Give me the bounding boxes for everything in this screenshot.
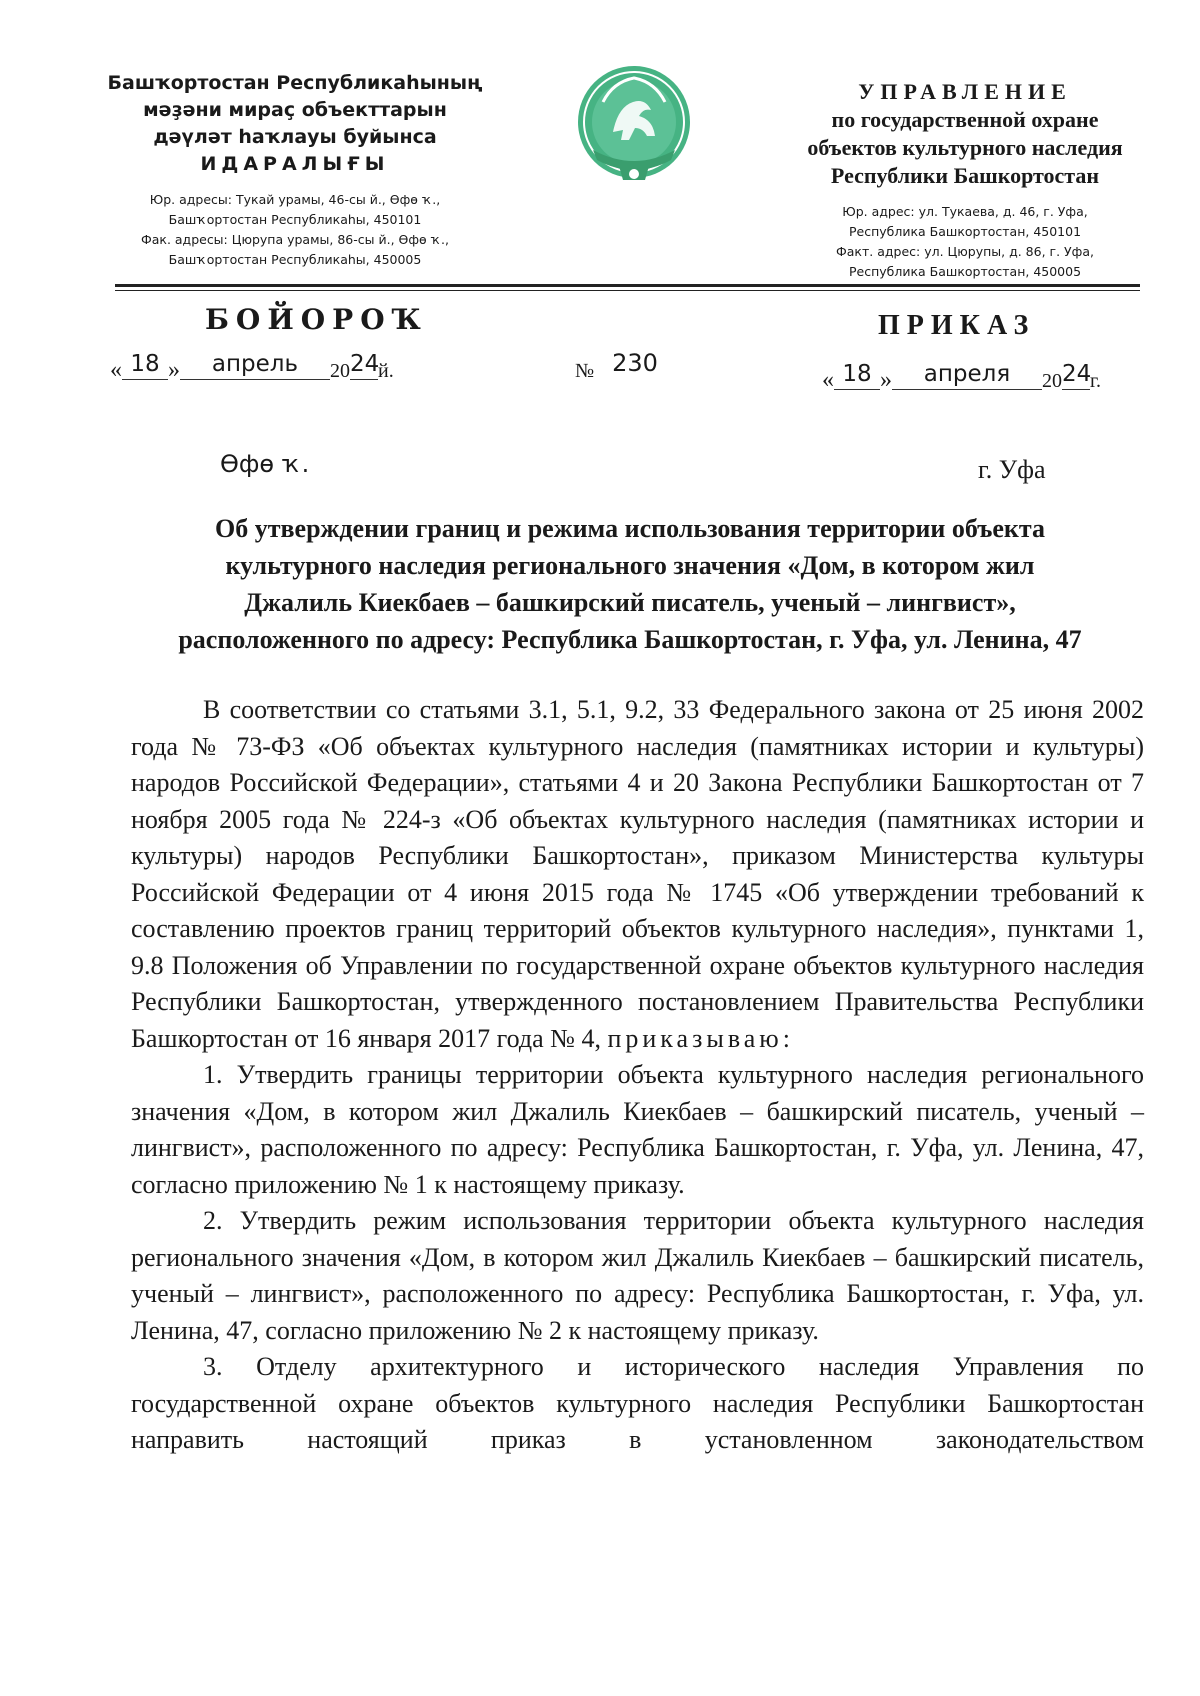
- year-mark: й.: [378, 360, 394, 382]
- title-line: Джалиль Киекбаев – башкирский писатель, ученый – лингвист»,: [244, 588, 1016, 617]
- bashkortostan-emblem-icon: [573, 62, 695, 202]
- date-left: [110, 351, 394, 386]
- header-right-address: [770, 202, 1160, 282]
- doc-type-left: БОЙОРОҠ: [205, 303, 428, 336]
- date-month: апрель: [180, 349, 330, 380]
- address-line: Юр. адресы: Тукай урамы, 46-сы й., Өфө ҡ.,: [149, 192, 441, 207]
- header-left-address: [105, 190, 485, 270]
- header-divider-thin: [115, 290, 1140, 291]
- header-left-line1: Башҡортостан Республикаһының: [107, 72, 483, 94]
- address-line: Фак. адресы: Цюрупа урамы, 86-сы й., Өфө ҡ.,: [140, 232, 450, 247]
- item-1: 1. Утвердить границы территории объекта культурного наследия регионального значения «Дом, в котором жил Джалиль Киекбаев – башкирский писатель, ученый – лингвист», расположенного по адресу: Республика Башкортостан, г. Уфа, ул. Ленина, 47, согласно приложению № 1 к настоящему приказу.: [131, 1060, 1144, 1199]
- title-line: Об утверждении границ и режима использования территории объекта: [215, 514, 1045, 543]
- document-title: [120, 510, 1140, 658]
- city-left: Өфө ҡ.: [220, 450, 310, 478]
- date-day: 18: [834, 359, 880, 390]
- header-right-line4: Республики Башкортостан: [830, 163, 1100, 188]
- header-right-line3: объектов культурного наследия: [807, 135, 1123, 160]
- title-line: расположенного по адресу: Республика Башкортостан, г. Уфа, ул. Ленина, 47: [178, 625, 1082, 654]
- header-left-line3: дәүләт һаҡлауы буйынса: [153, 126, 437, 148]
- address-line: Республика Башкортостан, 450101: [848, 224, 1082, 239]
- doc-type-right: ПРИКАЗ: [878, 310, 1036, 341]
- date-month: апреля: [892, 359, 1042, 390]
- address-line: Факт. адрес: ул. Цюрупы, д. 86, г. Уфа,: [836, 244, 1094, 259]
- order-number: [575, 349, 658, 384]
- header-right-line1: УПРАВЛЕНИЕ: [858, 79, 1072, 104]
- quote-close: »: [880, 367, 892, 393]
- header-left: [105, 70, 485, 270]
- title-line: культурного наследия регионального значения «Дом, в котором жил: [225, 551, 1035, 580]
- address-line: Башҡортостан Республикаһы, 450005: [168, 252, 422, 267]
- item-2: 2. Утвердить режим использования территории объекта культурного наследия регионального значения «Дом, в котором жил Джалиль Киекбаев – башкирский писатель, ученый – лингвист», расположенного по адресу: Республика Башкортостан, г. Уфа, ул. Ленина, 47, согласно приложению № 2 к настоящему приказу.: [131, 1206, 1144, 1345]
- year-suffix: 24: [350, 349, 378, 380]
- header-left-line2: мәҙәни мираҫ объекттарын: [143, 99, 447, 121]
- address-line: Башҡортостан Республикаһы, 450101: [168, 212, 422, 227]
- preamble-text: В соответствии со статьями 3.1, 5.1, 9.2, 33 Федерального закона от 25 июня 2002 года № 73-ФЗ «Об объектах культурного наследия (памятниках истории и культуры) народов Российской Федерации», статьями 4 и 20 Закона Республики Башкортостан от 7 ноября 2005 года № 224-з «Об объектах культурного наследия (памятниках истории и культуры) народов Республики Башкортостан», приказом Министерства культуры Российской Федерации от 4 июня 2015 года № 1745 «Об утверждении требований к составлению проектов границ территорий объектов культурного наследия», пунктами 1, 9.8 Положения об Управлении по государственной охране объектов культурного наследия Республики Башкортостан, утвержденного постановлением Правительства Республики Башкортостан от 16 января 2017 года № 4,: [131, 695, 1144, 1053]
- header-right: [770, 78, 1160, 282]
- header-right-line2: по государственной охране: [831, 107, 1099, 132]
- year-suffix: 24: [1062, 359, 1090, 390]
- quote-open: «: [110, 357, 122, 383]
- header-divider: [115, 284, 1140, 287]
- quote-open: «: [822, 367, 834, 393]
- date-day: 18: [122, 349, 168, 380]
- city-right: г. Уфа: [978, 455, 1046, 484]
- year-prefix: 20: [330, 360, 350, 382]
- item-3: 3. Отделу архитектурного и исторического наследия Управления по государственной охране объектов культурного наследия Республики Башкортостан направить настоящий приказ в установленном законодательством: [131, 1352, 1144, 1454]
- address-line: Юр. адрес: ул. Тукаева, д. 46, г. Уфа,: [842, 204, 1088, 219]
- order-word: приказываю:: [607, 1023, 794, 1053]
- quote-close: »: [168, 357, 180, 383]
- year-mark: г.: [1090, 370, 1101, 392]
- document-body: [131, 692, 1144, 1459]
- preamble-paragraph: [131, 692, 1144, 1057]
- date-right: [822, 361, 1101, 396]
- address-line: Республика Башкортостан, 450005: [848, 264, 1082, 279]
- number-label: №: [575, 360, 595, 382]
- number-value: 230: [612, 349, 658, 377]
- year-prefix: 20: [1042, 370, 1062, 392]
- header-left-line4: ИДАРАЛЫҒЫ: [200, 153, 390, 175]
